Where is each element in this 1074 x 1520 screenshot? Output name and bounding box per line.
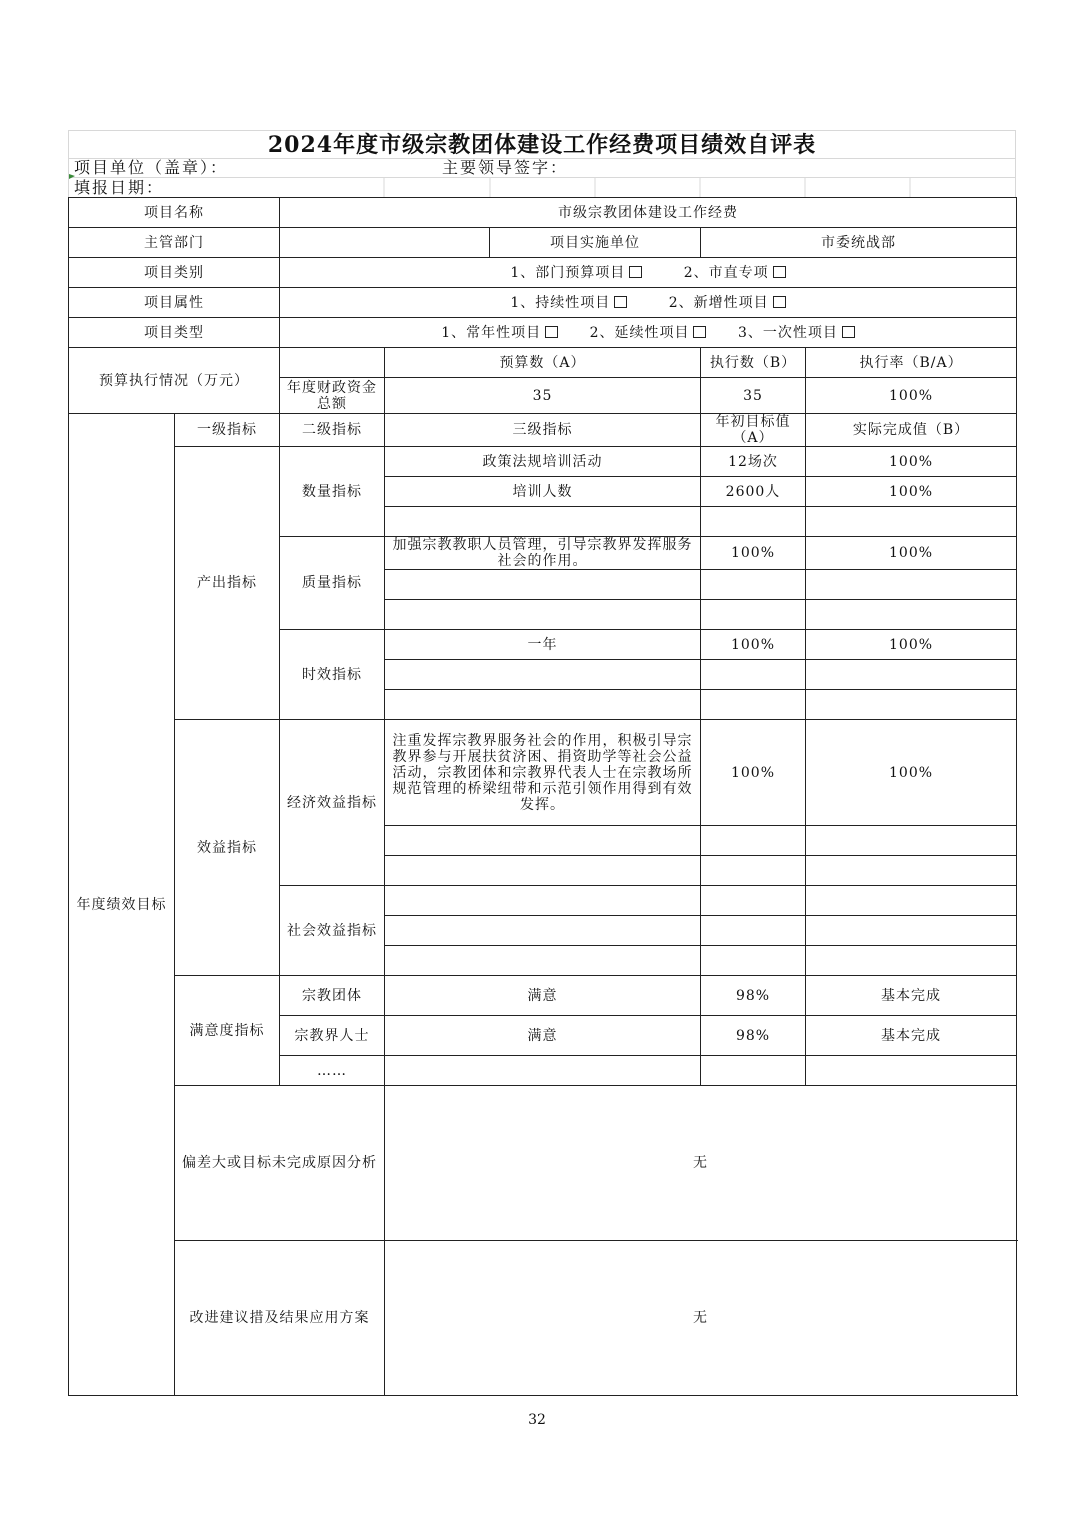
empty-cell xyxy=(385,916,701,946)
table-row xyxy=(69,288,1017,318)
type-option-2: 2、延续性项目 xyxy=(589,324,690,341)
s2-target: 98% xyxy=(701,1016,806,1056)
s2-name: 宗教界人士 xyxy=(280,1016,385,1056)
s2-value: 满意 xyxy=(385,1016,701,1056)
empty-cell xyxy=(385,856,701,886)
table-row xyxy=(69,258,1017,288)
output-indicator-label: 产出指标 xyxy=(175,447,280,720)
e1-target: 100% xyxy=(701,720,806,826)
t1-name: 一年 xyxy=(385,630,701,660)
s3-name: …… xyxy=(280,1056,385,1086)
t1-actual: 100% xyxy=(806,630,1017,660)
econ-indicator-label: 经济效益指标 xyxy=(280,720,385,886)
budget-row-label: 年度财政资金总额 xyxy=(280,378,385,414)
empty-cell xyxy=(701,886,806,916)
empty-cell xyxy=(806,916,1017,946)
s2-actual: 基本完成 xyxy=(806,1016,1017,1056)
empty-cell xyxy=(701,826,806,856)
empty-cell xyxy=(385,1056,701,1086)
evaluation-table xyxy=(68,197,1017,1396)
quantity-indicator-label: 数量指标 xyxy=(280,447,385,537)
table-row xyxy=(69,1241,1017,1396)
project-name-label: 项目名称 xyxy=(69,198,280,228)
s1-value: 满意 xyxy=(385,976,701,1016)
improve-value: 无 xyxy=(385,1241,1017,1396)
category-options xyxy=(280,258,1017,288)
e1-name: 注重发挥宗教界服务社会的作用，积极引导宗教界参与开展扶贫济困、捐资助学等社会公益活动，宗教团体和宗教界代表人士在宗教场所规范管理的桥梁纽带和示范引领作用得到有效发挥。 xyxy=(385,720,701,826)
level3-header: 三级指标 xyxy=(385,414,701,447)
empty-cell xyxy=(385,660,701,690)
satisfaction-indicator-label: 满意度指标 xyxy=(175,976,280,1086)
q2-name: 培训人数 xyxy=(385,477,701,507)
benefit-indicator-label: 效益指标 xyxy=(175,720,280,976)
type-option-1: 1、常年性项目 xyxy=(441,324,542,341)
empty-cell xyxy=(701,1056,806,1086)
checkbox-icon[interactable] xyxy=(693,326,706,338)
type-option-3: 3、一次性项目 xyxy=(737,324,838,341)
empty-cell xyxy=(701,690,806,720)
dept-value xyxy=(280,228,490,258)
perf-goal-label: 年度绩效目标 xyxy=(69,414,175,1396)
deviation-label: 偏差大或目标未完成原因分析 xyxy=(175,1086,385,1241)
level1-header: 一级指标 xyxy=(175,414,280,447)
deviation-value: 无 xyxy=(385,1086,1017,1241)
budget-col-rate: 执行率（B/A） xyxy=(806,348,1017,378)
empty-cell xyxy=(806,600,1017,630)
attr-label: 项目属性 xyxy=(69,288,280,318)
target-header: 年初目标值（A） xyxy=(701,414,806,447)
table-row xyxy=(69,414,1017,447)
time-indicator-label: 时效指标 xyxy=(280,630,385,720)
empty-cell xyxy=(806,856,1017,886)
table-row xyxy=(69,1086,1017,1241)
budget-a: 35 xyxy=(385,378,701,414)
q1-target: 12场次 xyxy=(701,447,806,477)
empty-cell xyxy=(701,570,806,600)
empty-cell xyxy=(701,660,806,690)
quality-indicator-label: 质量指标 xyxy=(280,537,385,630)
attr-option-1: 1、持续性项目 xyxy=(510,294,611,311)
budget-col-a: 预算数（A） xyxy=(385,348,701,378)
empty-cell xyxy=(701,600,806,630)
empty-cell xyxy=(806,690,1017,720)
empty-cell xyxy=(385,946,701,976)
ql1-target: 100% xyxy=(701,537,806,570)
fill-date-label: 填报日期： xyxy=(74,178,165,197)
type-options xyxy=(280,318,1017,348)
budget-col-b: 执行数（B） xyxy=(701,348,806,378)
empty-cell xyxy=(701,916,806,946)
empty-cell xyxy=(385,690,701,720)
empty-cell xyxy=(701,856,806,886)
table-row xyxy=(69,976,1017,1016)
empty-cell xyxy=(385,570,701,600)
table-row xyxy=(69,720,1017,826)
budget-label: 预算执行情况（万元） xyxy=(69,348,280,414)
s1-name: 宗教团体 xyxy=(280,976,385,1016)
checkbox-icon[interactable] xyxy=(773,266,786,278)
attr-option-2: 2、新增性项目 xyxy=(668,294,769,311)
checkbox-icon[interactable] xyxy=(545,326,558,338)
impl-unit-label: 项目实施单位 xyxy=(490,228,701,258)
attr-options xyxy=(280,288,1017,318)
empty-cell xyxy=(806,886,1017,916)
actual-header: 实际完成值（B） xyxy=(806,414,1017,447)
q2-target: 2600人 xyxy=(701,477,806,507)
e1-actual: 100% xyxy=(806,720,1017,826)
table-row xyxy=(69,228,1017,258)
empty-cell xyxy=(385,886,701,916)
type-label: 项目类型 xyxy=(69,318,280,348)
improve-label: 改进建议措及结果应用方案 xyxy=(175,1241,385,1396)
s1-actual: 基本完成 xyxy=(806,976,1017,1016)
empty-cell xyxy=(385,507,701,537)
ql1-actual: 100% xyxy=(806,537,1017,570)
empty-cell xyxy=(701,507,806,537)
form-header xyxy=(68,130,1016,198)
project-name-value: 市级宗教团体建设工作经费 xyxy=(280,198,1017,228)
unit-label: 项目单位（盖章）： xyxy=(74,158,229,177)
table-row xyxy=(69,348,1017,378)
q1-name: 政策法规培训活动 xyxy=(385,447,701,477)
checkbox-icon[interactable] xyxy=(773,296,786,308)
leader-signature-label: 主要领导签字： xyxy=(442,158,569,177)
empty-cell xyxy=(806,826,1017,856)
page-title: 2024年度市级宗教团体建设工作经费项目绩效自评表 xyxy=(267,132,817,158)
category-option-2: 2、市直专项 xyxy=(683,264,769,281)
empty-cell xyxy=(806,946,1017,976)
q1-actual: 100% xyxy=(806,447,1017,477)
checkbox-icon[interactable] xyxy=(842,326,855,338)
empty-cell xyxy=(806,570,1017,600)
empty-cell xyxy=(806,660,1017,690)
budget-rate: 100% xyxy=(806,378,1017,414)
budget-b: 35 xyxy=(701,378,806,414)
table-row xyxy=(69,318,1017,348)
empty-cell xyxy=(806,507,1017,537)
table-row xyxy=(69,198,1017,228)
empty-cell xyxy=(385,826,701,856)
page-number: 32 xyxy=(528,1412,546,1428)
table-row xyxy=(69,447,1017,477)
s1-target: 98% xyxy=(701,976,806,1016)
category-option-1: 1、部门预算项目 xyxy=(510,264,626,281)
ql1-name: 加强宗教教职人员管理，引导宗教界发挥服务社会的作用。 xyxy=(385,537,701,570)
q2-actual: 100% xyxy=(806,477,1017,507)
empty-cell xyxy=(806,1056,1017,1086)
dept-label: 主管部门 xyxy=(69,228,280,258)
checkbox-icon[interactable] xyxy=(614,296,627,308)
social-indicator-label: 社会效益指标 xyxy=(280,886,385,976)
impl-unit-value: 市委统战部 xyxy=(701,228,1017,258)
level2-header: 二级指标 xyxy=(280,414,385,447)
t1-target: 100% xyxy=(701,630,806,660)
empty-cell xyxy=(385,600,701,630)
empty-cell xyxy=(701,946,806,976)
category-label: 项目类别 xyxy=(69,258,280,288)
checkbox-icon[interactable] xyxy=(629,266,642,278)
empty-cell xyxy=(280,348,385,378)
